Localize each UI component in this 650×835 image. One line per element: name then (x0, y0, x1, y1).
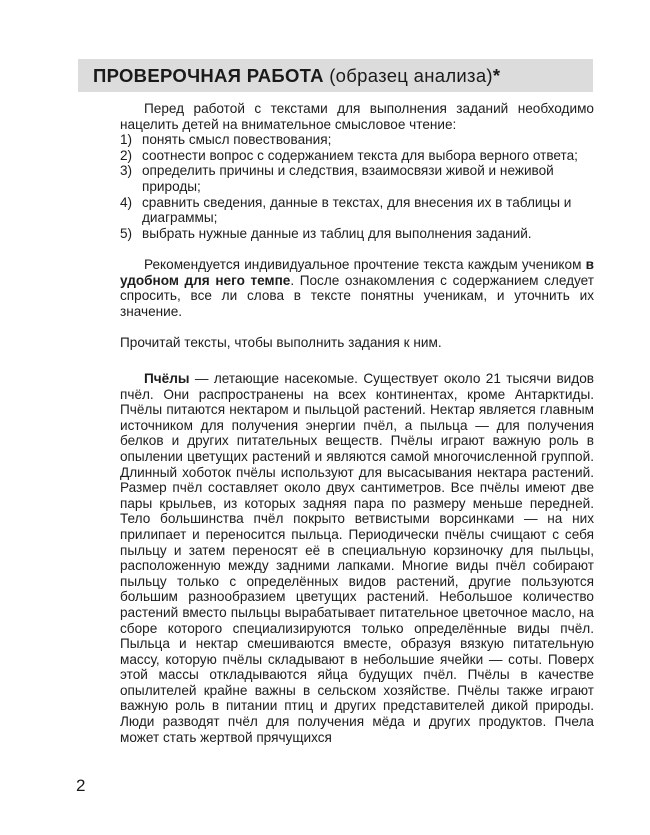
list-item-number: 4) (120, 194, 133, 210)
recommendation-emphasis: в удобном для него темпе (120, 256, 594, 288)
task-list (120, 132, 594, 241)
list-item (120, 195, 594, 226)
list-item-number: 5) (120, 225, 133, 241)
list-item (120, 163, 594, 194)
reading-instruction: Прочитай тексты, чтобы выполнить задания к ним. (120, 334, 442, 350)
instructions-block (120, 101, 594, 351)
list-item (120, 226, 594, 242)
list-item (120, 132, 594, 148)
bees-body: — летающие насекомые. Существует около 21 тысячи видов пчёл. Они распространены на всех континентах, кроме Антарктиды. Пчёлы питаются нектаром и пыльцой растений. Нектар является главным источником для получения энергии пчёл, а пыльца — для получения белков и других питательных веществ. Пчёлы играют важную роль в опылении цветущих растений и являются самой многочисленной группой. Длинный хоботок пчёлы используют для высасывания нектара растений. Размер пчёл составляет около двух сантиметров. Все пчёлы имеют две пары крыльев, из которых задняя пара по размеру меньше передней. Тело большинства пчёл покрыто ветвистыми ворсинками — на них прилипает и переносится пыльца. Периодически пчёлы счищают с себя пыльцу и затем переносят её в специальную корзиночку для пыльцы, расположенную между задними лапками. Многие виды пчёл собирают пыльцу только с определённых видов растений, другие пользуются большим разнообразием цветущих растений. Небольшое количество растений вместо пыльцы вырабатывает питательное цветочное масло, на сборе которого специализируются только определённые виды пчёл. Пыльца и нектар смешиваются вместе, образуя вязкую питательную массу, которую пчёлы складывают в небольшие ячейки — соты. Поверх этой массы откладываются яйца будущих пчёл. Пчёлы в качестве опылителей крайне важны в сельском хозяйстве. Пчёлы также играют важную роль в питании птиц и других представителей дикой природы. Люди разводят пчёл для получения мёда и других продуктов. Пчела может стать жертвой прячущихся (120, 371, 594, 745)
list-item-text: соотнести вопрос с содержанием текста для выбора верного ответа; (142, 147, 578, 163)
recommendation-text-end: . После ознакомления с содержанием следует спросить, все ли слова в тексте понятны ученикам, и уточнить их значение. (120, 272, 594, 319)
intro-paragraph: Перед работой с текстами для выполнения заданий необходимо нацелить детей на внимательное смысловое чтение: (120, 101, 594, 132)
list-item-number: 1) (120, 132, 133, 148)
list-item-text: выбрать нужные данные из таблиц для выполнения заданий. (142, 225, 532, 241)
title-footnote-star: * (492, 65, 501, 86)
list-item-text: понять смысл повествования; (142, 132, 332, 148)
list-item-number: 3) (120, 163, 133, 179)
bees-term: Пчёлы (144, 371, 190, 386)
section-title-bar (78, 59, 593, 92)
list-item-number: 2) (120, 147, 133, 163)
bees-text (120, 371, 594, 745)
title-bold: ПРОВЕРОЧНАЯ РАБОТА (93, 65, 324, 86)
recommendation-paragraph (120, 257, 594, 319)
list-item-text: определить причины и следствия, взаимосвязи живой и неживой природы; (142, 163, 554, 194)
page-number: 2 (76, 776, 86, 795)
recommendation-text-start: Рекомендуется индивидуальное прочтение текста каждым учеником (144, 256, 586, 272)
list-item (120, 148, 594, 164)
title-subtitle: (образец анализа) (323, 65, 493, 86)
page-title (93, 59, 500, 92)
list-item-text: сравнить сведения, данные в текстах, для внесения их в таблицы и диаграммы; (142, 194, 572, 226)
